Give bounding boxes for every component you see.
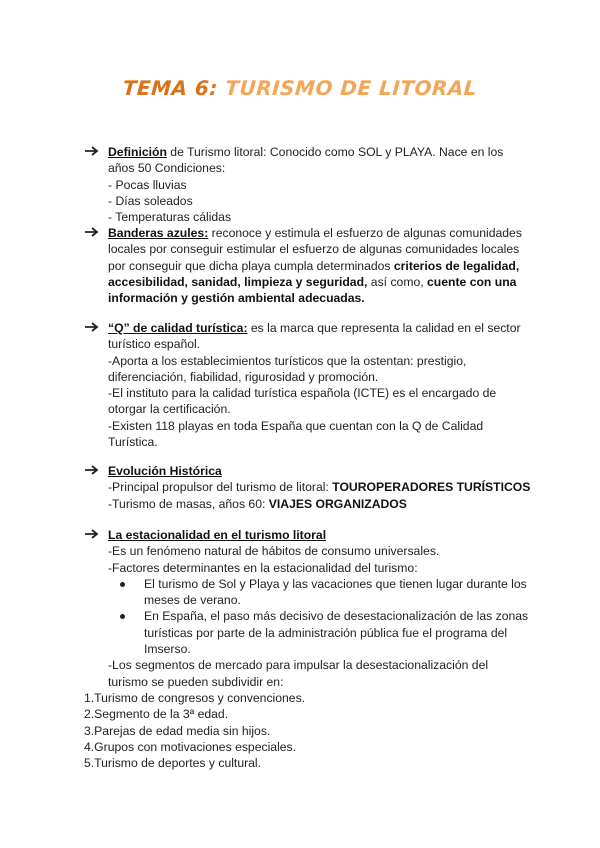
banderas-line-1-text: reconoce y estimula el esfuerzo de algunas comunidades bbox=[208, 226, 522, 240]
banderas-line-1 bbox=[108, 225, 534, 241]
q-calidad-line: otorgar la certificación. bbox=[108, 402, 231, 417]
page-title bbox=[0, 76, 600, 100]
bullet-line: turísticas por parte de la administración pública fue el programa del bbox=[144, 625, 508, 640]
arrow-icon bbox=[84, 321, 100, 333]
bullet-line: En España, el paso más decisivo de desestacionalización de las zonas bbox=[144, 609, 529, 624]
section-q-calidad bbox=[84, 320, 534, 450]
estacionalidad-line-1: -Es un fenómeno natural de hábitos de consumo universales. bbox=[108, 544, 440, 559]
banderas-line-4-bold-2: cuente con una bbox=[427, 274, 517, 289]
definicion-item: - Temperaturas cálidas bbox=[108, 210, 232, 225]
bullet-icon bbox=[120, 614, 125, 619]
list-item: 4.Grupos con motivaciones especiales. bbox=[84, 739, 297, 754]
bullet-line: Imserso. bbox=[144, 642, 191, 657]
section-evolucion bbox=[84, 463, 534, 512]
definicion-item: - Pocas lluvias bbox=[108, 177, 187, 192]
q-calidad-line: turístico español. bbox=[108, 337, 201, 352]
definicion-line-2: años 50 Condiciones: bbox=[108, 161, 226, 176]
evolucion-line-2-bold: VIAJES ORGANIZADOS bbox=[268, 496, 407, 511]
segmentos-line-2: turismo se pueden subdividir en: bbox=[108, 674, 284, 689]
evolucion-heading: Evolución Histórica bbox=[108, 464, 222, 478]
q-calidad-line: -Existen 118 playas en toda España que cuentan con la Q de Calidad bbox=[108, 418, 484, 433]
definicion-line-1 bbox=[108, 144, 534, 160]
q-calidad-line-1 bbox=[108, 320, 534, 336]
banderas-line-3-bold: criterios de legalidad, bbox=[393, 258, 520, 273]
arrow-icon bbox=[84, 528, 100, 540]
section-estacionalidad bbox=[84, 527, 534, 771]
title-main: TURISMO DE LITORAL bbox=[224, 76, 478, 100]
list-item: 2.Segmento de la 3ª edad. bbox=[84, 707, 229, 722]
banderas-line-5: información y gestión ambiental adecuadas. bbox=[108, 291, 365, 306]
q-calidad-line: -Aporta a los establecimientos turísticos que la ostentan: prestigio, bbox=[108, 353, 467, 368]
q-calidad-line: Turística. bbox=[108, 435, 158, 450]
estacionalidad-line-heading bbox=[108, 527, 534, 543]
banderas-line-3-text: por conseguir que dicha playa cumpla determinados bbox=[108, 258, 394, 273]
definicion-item: - Días soleados bbox=[108, 193, 193, 208]
banderas-line-2: locales por conseguir estimular el esfuerzo de algunas comunidades locales bbox=[108, 242, 520, 257]
section-banderas bbox=[84, 225, 534, 306]
estacionalidad-heading: La estacionalidad en el turismo litoral bbox=[108, 528, 327, 542]
arrow-icon bbox=[84, 464, 100, 476]
evolucion-line-heading bbox=[108, 463, 534, 479]
list-item: 1.Turismo de congresos y convenciones. bbox=[84, 690, 306, 705]
segmentos-line-1: -Los segmentos de mercado para impulsar la desestacionalización del bbox=[108, 658, 489, 673]
bullet-line: El turismo de Sol y Playa y las vacaciones que tienen lugar durante los bbox=[144, 576, 527, 591]
evolucion-line-2 bbox=[108, 496, 534, 512]
list-item: 3.Parejas de edad media sin hijos. bbox=[84, 723, 271, 738]
banderas-line-3 bbox=[108, 258, 534, 274]
evolucion-line-1-text: -Principal propulsor del turismo de litoral: bbox=[108, 480, 333, 495]
definicion-line-1-text: de Turismo litoral: Conocido como SOL y PLAYA. Nace en los bbox=[166, 145, 504, 159]
bullet-icon bbox=[120, 582, 125, 587]
title-prefix: TEMA 6: bbox=[122, 76, 219, 100]
list-item bbox=[108, 576, 534, 609]
list-item: 5.Turismo de deportes y cultural. bbox=[84, 756, 262, 771]
banderas-line-4-text: así como, bbox=[367, 274, 428, 289]
bullet-line: meses de verano. bbox=[144, 593, 241, 608]
arrow-icon bbox=[84, 226, 100, 238]
evolucion-line-1 bbox=[108, 479, 534, 495]
estacionalidad-line-2: -Factores determinantes en la estacionalidad del turismo: bbox=[108, 560, 418, 575]
evolucion-line-2-text: -Turismo de masas, años 60: bbox=[108, 496, 269, 511]
arrow-icon bbox=[84, 145, 100, 157]
banderas-heading: Banderas azules: bbox=[108, 226, 209, 240]
banderas-line-4-bold: accesibilidad, sanidad, limpieza y seguridad, bbox=[108, 274, 368, 289]
definicion-heading: Definición bbox=[108, 145, 167, 159]
section-definicion bbox=[84, 144, 534, 225]
q-calidad-line: diferenciación, fiabilidad, rigurosidad y promoción. bbox=[108, 369, 379, 384]
q-calidad-line-1-text: es la marca que representa la calidad en el sector bbox=[247, 321, 521, 335]
evolucion-line-1-bold: TOUROPERADORES TURÍSTICOS bbox=[332, 480, 531, 495]
factores-list bbox=[108, 576, 534, 657]
list-item bbox=[108, 608, 534, 657]
banderas-line-4 bbox=[108, 274, 534, 290]
q-calidad-line: -El instituto para la calidad turística española (ICTE) es el encargado de bbox=[108, 386, 497, 401]
q-calidad-heading: “Q” de calidad turística: bbox=[108, 321, 248, 335]
segmentos-list bbox=[84, 690, 534, 771]
